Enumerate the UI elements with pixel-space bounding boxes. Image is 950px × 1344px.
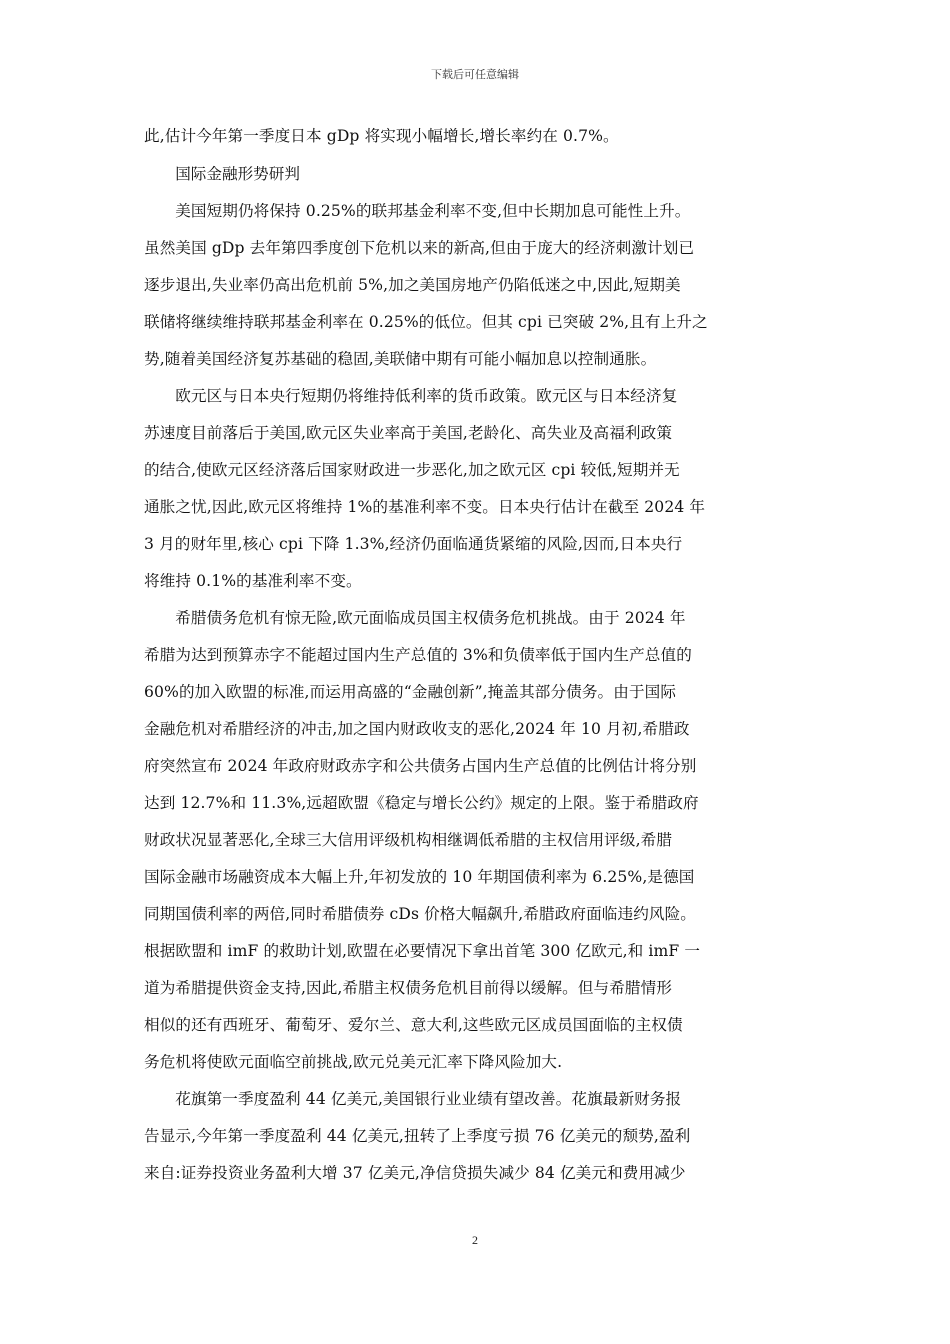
text-line: 苏速度目前落后于美国,欧元区失业率高于美国,老龄化、高失业及高福利政策 xyxy=(144,424,673,442)
section-heading: 国际金融形势研判 xyxy=(175,165,300,183)
text-line: 国际金融市场融资成本大幅上升,年初发放的 10 年期国债利率为 6.25%,是德国 xyxy=(144,868,695,886)
text-line: 金融危机对希腊经济的冲击,加之国内财政收支的恶化,2024 年 10 月初,希腊政 xyxy=(144,720,690,738)
text-line: 告显示,今年第一季度盈利 44 亿美元,扭转了上季度亏损 76 亿美元的颓势,盈利 xyxy=(144,1127,691,1145)
paragraph-us-rates xyxy=(144,193,808,378)
page-number: 2 xyxy=(472,1233,478,1247)
text-line: 务危机将使欧元面临空前挑战,欧元兑美元汇率下降风险加大. xyxy=(144,1053,563,1071)
text-line: 势,随着美国经济复苏基础的稳固,美联储中期有可能小幅加息以控制通胀。 xyxy=(144,350,657,368)
text-line: 同期国债利率的两倍,同时希腊债券 cDs 价格大幅飙升,希腊政府面临违约风险。 xyxy=(144,905,696,923)
text-line: 的结合,使欧元区经济落后国家财政进一步恶化,加之欧元区 cpi 较低,短期并无 xyxy=(144,461,680,479)
text-line: 3 月的财年里,核心 cpi 下降 1.3%,经济仍面临通货紧缩的风险,因而,日本央行 xyxy=(144,535,683,553)
paragraph-euro-japan xyxy=(144,378,808,600)
text-line: 府突然宣布 2024 年政府财政赤字和公共债务占国内生产总值的比例估计将分别 xyxy=(144,757,697,775)
text-line: 60%的加入欧盟的标准,而运用高盛的“金融创新”,掩盖其部分债务。由于国际 xyxy=(144,683,677,701)
text-line: 希腊债务危机有惊无险,欧元面临成员国主权债务危机挑战。由于 2024 年 xyxy=(175,609,686,627)
text-line: 财政状况显著恶化,全球三大信用评级机构相继调低希腊的主权信用评级,希腊 xyxy=(144,831,673,849)
text-line: 联储将继续维持联邦基金利率在 0.25%的低位。但其 cpi 已突破 2%,且有上升之 xyxy=(144,313,708,331)
paragraph-greece-debt xyxy=(144,600,808,1081)
page-header: 下载后可任意编辑 xyxy=(431,68,519,81)
text-line: 达到 12.7%和 11.3%,远超欧盟《稳定与增长公约》规定的上限。鉴于希腊政府 xyxy=(144,794,699,812)
paragraph-citi-earnings xyxy=(144,1081,808,1192)
text-line: 美国短期仍将保持 0.25%的联邦基金利率不变,但中长期加息可能性上升。 xyxy=(175,202,691,220)
text-line: 欧元区与日本央行短期仍将维持低利率的货币政策。欧元区与日本经济复 xyxy=(175,387,678,405)
text-line: 逐步退出,失业率仍高出危机前 5%,加之美国房地产仍陷低迷之中,因此,短期美 xyxy=(144,276,681,294)
text-line: 希腊为达到预算赤字不能超过国内生产总值的 3%和负债率低于国内生产总值的 xyxy=(144,646,692,664)
document-body xyxy=(144,118,808,1192)
text-line: 来自:证券投资业务盈利大增 37 亿美元,净信贷损失减少 84 亿美元和费用减少 xyxy=(144,1164,686,1182)
text-line: 通胀之忧,因此,欧元区将维持 1%的基准利率不变。日本央行估计在截至 2024 年 xyxy=(144,498,706,516)
text-line: 道为希腊提供资金支持,因此,希腊主权债务危机目前得以缓解。但与希腊情形 xyxy=(144,979,673,997)
text-line: 此,估计今年第一季度日本 gDp 将实现小幅增长,增长率约在 0.7%。 xyxy=(144,127,619,145)
text-line: 相似的还有西班牙、葡萄牙、爱尔兰、意大利,这些欧元区成员国面临的主权债 xyxy=(144,1016,683,1034)
text-line: 根据欧盟和 imF 的救助计划,欧盟在必要情况下拿出首笔 300 亿欧元,和 imF 一 xyxy=(144,942,701,960)
text-line: 虽然美国 gDp 去年第四季度创下危机以来的新高,但由于庞大的经济刺激计划已 xyxy=(144,239,695,257)
text-line: 将维持 0.1%的基准利率不变。 xyxy=(144,572,362,590)
text-line: 花旗第一季度盈利 44 亿美元,美国银行业业绩有望改善。花旗最新财务报 xyxy=(175,1090,682,1108)
paragraph-intro-continuation xyxy=(144,118,808,155)
